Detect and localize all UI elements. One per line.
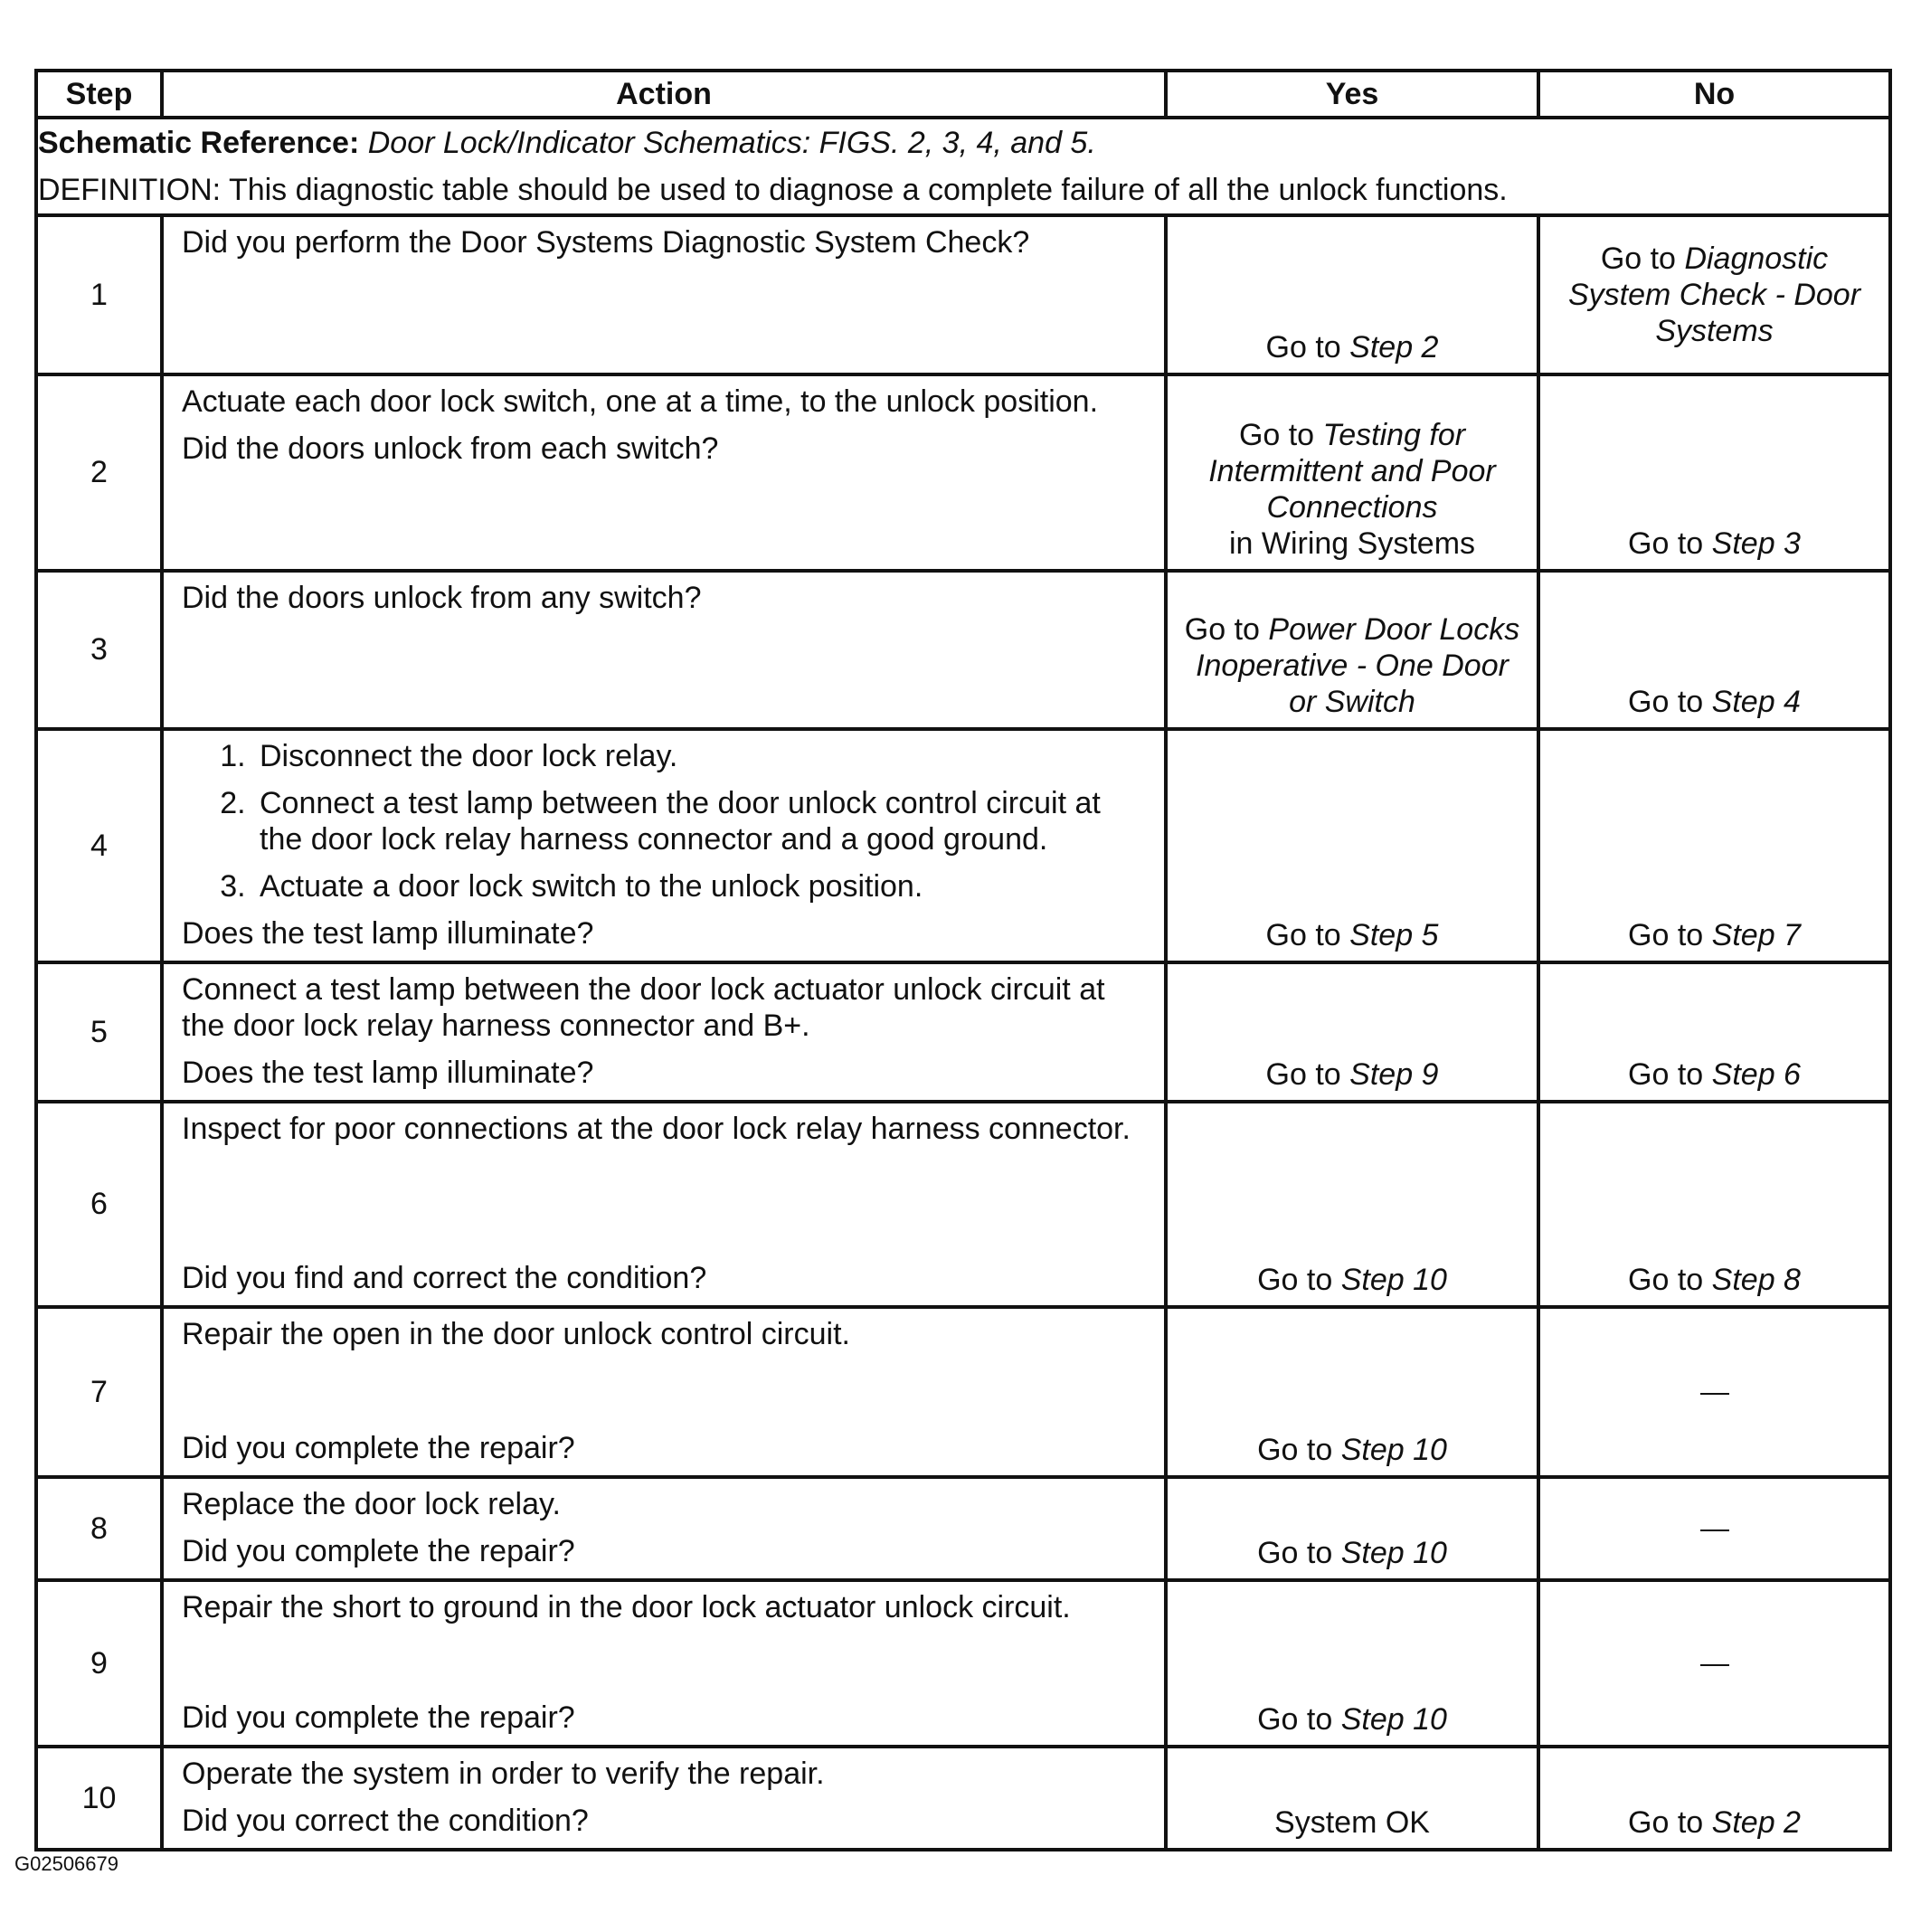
diagnostic-table xyxy=(34,69,1892,1852)
header-yes: Yes xyxy=(1166,71,1538,118)
action-content xyxy=(182,1756,1148,1839)
goto-target: Step 10 xyxy=(1340,1536,1447,1570)
action-substep: 1. Disconnect the door lock relay. xyxy=(254,738,1148,774)
action-instruction: Connect a test lamp between the door lock actuator unlock circuit at the door lock relay harness connector and B+. xyxy=(182,972,1105,1043)
action-substep: 3. Actuate a door lock switch to the unlock position. xyxy=(254,868,1148,904)
goto-prefix: Go to xyxy=(1628,1805,1704,1840)
goto-prefix: Go to xyxy=(1257,1263,1333,1297)
table-row xyxy=(36,1102,1890,1307)
action-cell xyxy=(162,729,1166,962)
step-number: 1 xyxy=(36,215,162,374)
table-row xyxy=(36,1477,1890,1580)
no-cell xyxy=(1538,1580,1890,1747)
no-cell xyxy=(1538,1307,1890,1477)
yes-cell xyxy=(1166,962,1538,1102)
action-content xyxy=(182,1589,1148,1736)
goto-prefix: Go to xyxy=(1257,1702,1333,1737)
step-number: 5 xyxy=(36,962,162,1102)
action-question: Does the test lamp illuminate? xyxy=(182,916,594,951)
yes-cell xyxy=(1166,215,1538,374)
yes-cell xyxy=(1166,571,1538,729)
goto-target: Step 2 xyxy=(1711,1805,1801,1840)
table-row xyxy=(36,374,1890,571)
goto-target: Step 9 xyxy=(1349,1057,1439,1092)
step-number: 4 xyxy=(36,729,162,962)
goto-target: Power Door Locks Inoperative - One Door or Switch xyxy=(1196,612,1520,719)
dash-mark xyxy=(1700,1664,1729,1666)
action-instruction: Actuate each door lock switch, one at a time, to the unlock position. xyxy=(182,384,1099,419)
goto-prefix: Go to xyxy=(1265,1057,1341,1092)
spacer xyxy=(182,1147,1148,1260)
header-action: Action xyxy=(162,71,1166,118)
gap xyxy=(182,1792,1148,1803)
goto-target: Diagnostic System Check - Door Systems xyxy=(1567,242,1861,348)
action-instruction: Repair the open in the door unlock control circuit. xyxy=(182,1317,850,1351)
action-content xyxy=(182,1486,1148,1569)
step-number: 7 xyxy=(36,1307,162,1477)
goto-prefix: Go to xyxy=(1600,242,1676,276)
yes-cell xyxy=(1166,1102,1538,1307)
action-substep: 2. Connect a test lamp between the door unlock control circuit at the door lock relay harness connector and a good ground. xyxy=(254,785,1148,857)
table-body xyxy=(36,215,1890,1850)
schematic-reference-figs: FIGS. 2, 3, 4, and 5. xyxy=(819,126,1096,160)
goto-prefix: Go to xyxy=(1628,526,1704,561)
step-number: 3 xyxy=(36,571,162,729)
action-substeps xyxy=(182,738,1148,915)
no-cell xyxy=(1538,215,1890,374)
dash-mark xyxy=(1700,1530,1729,1531)
no-cell xyxy=(1538,374,1890,571)
table-row xyxy=(36,729,1890,962)
yes-cell xyxy=(1166,1307,1538,1477)
goto-target: Step 2 xyxy=(1349,330,1439,365)
action-instruction: Inspect for poor connections at the door lock relay harness connector. xyxy=(182,1112,1131,1146)
yes-cell xyxy=(1166,1477,1538,1580)
action-content xyxy=(182,1111,1148,1296)
goto-prefix: Go to xyxy=(1238,418,1315,452)
result-text: System OK xyxy=(1274,1805,1430,1840)
step-number: 8 xyxy=(36,1477,162,1580)
goto-target: Step 10 xyxy=(1340,1702,1447,1737)
action-content xyxy=(182,1316,1148,1466)
gap xyxy=(182,1522,1148,1533)
action-content xyxy=(182,971,1148,1091)
action-cell xyxy=(162,1747,1166,1850)
step-number: 9 xyxy=(36,1580,162,1747)
action-instruction: Did you perform the Door Systems Diagnostic System Check? xyxy=(182,225,1030,260)
dash-mark xyxy=(1700,1393,1729,1395)
goto-target: Step 4 xyxy=(1711,685,1801,719)
goto-target: Step 8 xyxy=(1711,1263,1801,1297)
yes-cell xyxy=(1166,374,1538,571)
action-cell xyxy=(162,374,1166,571)
spacer xyxy=(182,1625,1148,1700)
goto-prefix: Go to xyxy=(1628,1057,1704,1092)
table-row xyxy=(36,215,1890,374)
action-cell xyxy=(162,215,1166,374)
table-row xyxy=(36,962,1890,1102)
action-cell xyxy=(162,1307,1166,1477)
gap xyxy=(182,1044,1148,1055)
action-question: Did the doors unlock from each switch? xyxy=(182,431,719,466)
action-question: Did you complete the repair? xyxy=(182,1431,575,1465)
goto-prefix: Go to xyxy=(1265,918,1341,952)
no-cell xyxy=(1538,1477,1890,1580)
gap xyxy=(182,420,1148,431)
no-cell xyxy=(1538,1102,1890,1307)
document-id: G02506679 xyxy=(14,1852,118,1875)
action-cell xyxy=(162,571,1166,729)
goto-prefix: Go to xyxy=(1628,1263,1704,1297)
goto-target: Step 5 xyxy=(1349,918,1439,952)
yes-cell xyxy=(1166,1747,1538,1850)
goto-prefix: Go to xyxy=(1628,918,1704,952)
table-row xyxy=(36,1307,1890,1477)
action-cell xyxy=(162,1102,1166,1307)
action-cell xyxy=(162,962,1166,1102)
reference-row xyxy=(36,118,1890,215)
schematic-reference-value: Door Lock/Indicator Schematics: xyxy=(367,126,811,160)
action-question: Did you find and correct the condition? xyxy=(182,1261,707,1295)
goto-target: Testing for Intermittent and Poor Connections xyxy=(1208,418,1496,525)
goto-prefix: Go to xyxy=(1265,330,1341,365)
step-number: 6 xyxy=(36,1102,162,1307)
goto-target: Step 10 xyxy=(1340,1263,1447,1297)
action-content xyxy=(182,224,1148,364)
table-row xyxy=(36,1747,1890,1850)
goto-prefix: Go to xyxy=(1257,1433,1333,1467)
yes-cell xyxy=(1166,729,1538,962)
header-step: Step xyxy=(36,71,162,118)
no-cell xyxy=(1538,571,1890,729)
action-question: Did you correct the condition? xyxy=(182,1804,589,1838)
no-cell xyxy=(1538,729,1890,962)
action-cell xyxy=(162,1580,1166,1747)
goto-target: Step 7 xyxy=(1711,918,1801,952)
goto-prefix: Go to xyxy=(1184,612,1260,647)
action-content xyxy=(182,384,1148,560)
action-content xyxy=(182,580,1148,718)
table-row xyxy=(36,1580,1890,1747)
header-row xyxy=(36,71,1890,118)
action-content xyxy=(182,738,1148,952)
action-question: Did you complete the repair? xyxy=(182,1534,575,1568)
action-instruction: Operate the system in order to verify the repair. xyxy=(182,1757,825,1791)
yes-cell xyxy=(1166,1580,1538,1747)
goto-target: Step 6 xyxy=(1711,1057,1801,1092)
action-question: Does the test lamp illuminate? xyxy=(182,1056,594,1090)
table-row xyxy=(36,571,1890,729)
action-instruction: Did the doors unlock from any switch? xyxy=(182,581,702,615)
goto-suffix: in Wiring Systems xyxy=(1228,526,1476,561)
step-number: 10 xyxy=(36,1747,162,1850)
header-no: No xyxy=(1538,71,1890,118)
goto-prefix: Go to xyxy=(1257,1536,1333,1570)
goto-target: Step 3 xyxy=(1711,526,1801,561)
action-instruction: Replace the door lock relay. xyxy=(182,1487,561,1521)
goto-prefix: Go to xyxy=(1628,685,1704,719)
action-cell xyxy=(162,1477,1166,1580)
schematic-reference xyxy=(38,119,1888,166)
reference-cell xyxy=(36,118,1890,215)
action-question: Did you complete the repair? xyxy=(182,1700,575,1735)
step-number: 2 xyxy=(36,374,162,571)
definition-text: DEFINITION: This diagnostic table should be used to diagnose a complete failure of all the unlock functions. xyxy=(38,173,1508,207)
spacer xyxy=(182,1352,1148,1430)
schematic-reference-label: Schematic Reference: xyxy=(38,126,360,160)
action-instruction: Repair the short to ground in the door lock actuator unlock circuit. xyxy=(182,1590,1071,1624)
no-cell xyxy=(1538,962,1890,1102)
no-cell xyxy=(1538,1747,1890,1850)
goto-target: Step 10 xyxy=(1340,1433,1447,1467)
